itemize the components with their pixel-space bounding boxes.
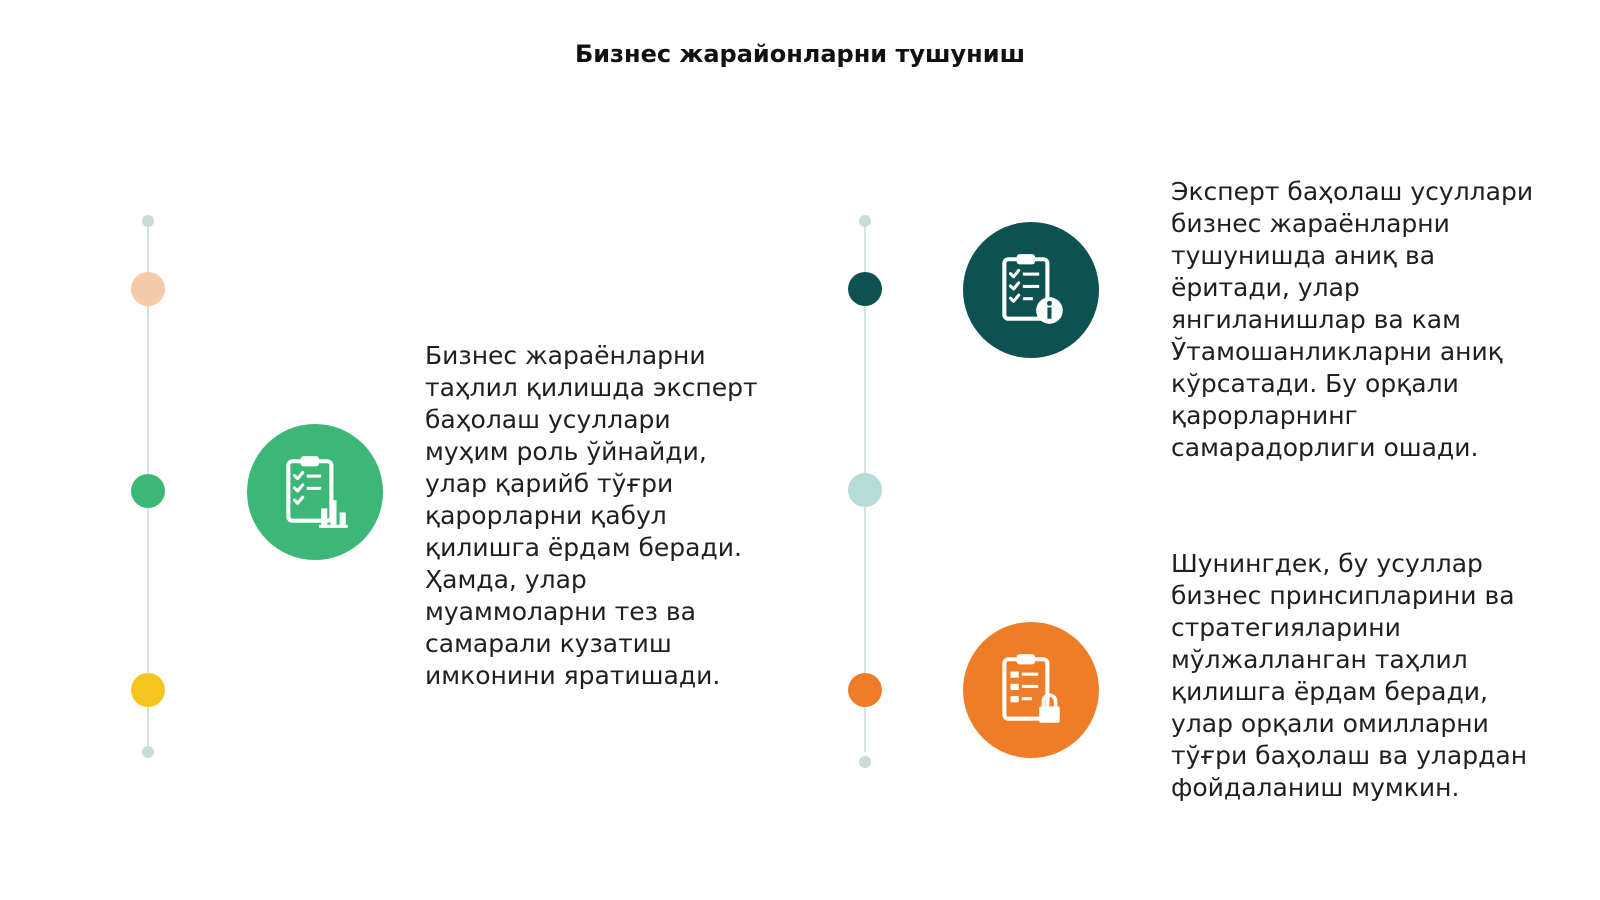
right-top-description: Эксперт баҳолаш усуллари бизнес жараёнларни тушунишда аниқ ва ёритади, улар янгиланишлар ва кам Ўтамошанликларни аниқ кўрсатади. Бу орқали қарорларнинг самарадорлиги ошади.: [1171, 177, 1534, 462]
clipboard-info-badge: [963, 222, 1099, 358]
clipboard-chart-badge: [247, 424, 383, 560]
timeline-node-green: [131, 474, 165, 508]
timeline-cap-top: [859, 215, 871, 227]
page-title: Бизнес жарайонларни тушуниш: [574, 40, 1026, 68]
timeline-cap-bottom: [859, 756, 871, 768]
right-bottom-description: Шунингдек, бу усуллар бизнес принсипларини ва стратегияларини мўлжалланган таҳлил қилишга ёрдам беради, улар орқали омилларни тўғри баҳолаш ва улардан фойдаланиш мумкин.: [1171, 549, 1528, 802]
clipboard-lock-icon: [990, 649, 1072, 731]
timeline-cap-bottom: [142, 746, 154, 758]
clipboard-info-icon: [990, 249, 1072, 331]
clipboard-lock-badge: [963, 622, 1099, 758]
timeline-cap-top: [142, 215, 154, 227]
timeline-node-dark-teal: [848, 272, 882, 306]
left-description: Бизнес жараёнларни таҳлил қилишда эксперт баҳолаш усуллари муҳим роль ўйнайди, улар қарийб тўғри қарорларни қабул қилишга ёрдам беради. Ҳамда, улар муаммоларни тез ва самарали кузатиш имконини яратишади.: [425, 341, 758, 690]
timeline-node-yellow: [131, 673, 165, 707]
timeline-node-light-teal: [848, 473, 882, 507]
clipboard-chart-icon: [274, 451, 356, 533]
timeline-node-orange: [848, 673, 882, 707]
timeline-node-peach: [131, 272, 165, 306]
